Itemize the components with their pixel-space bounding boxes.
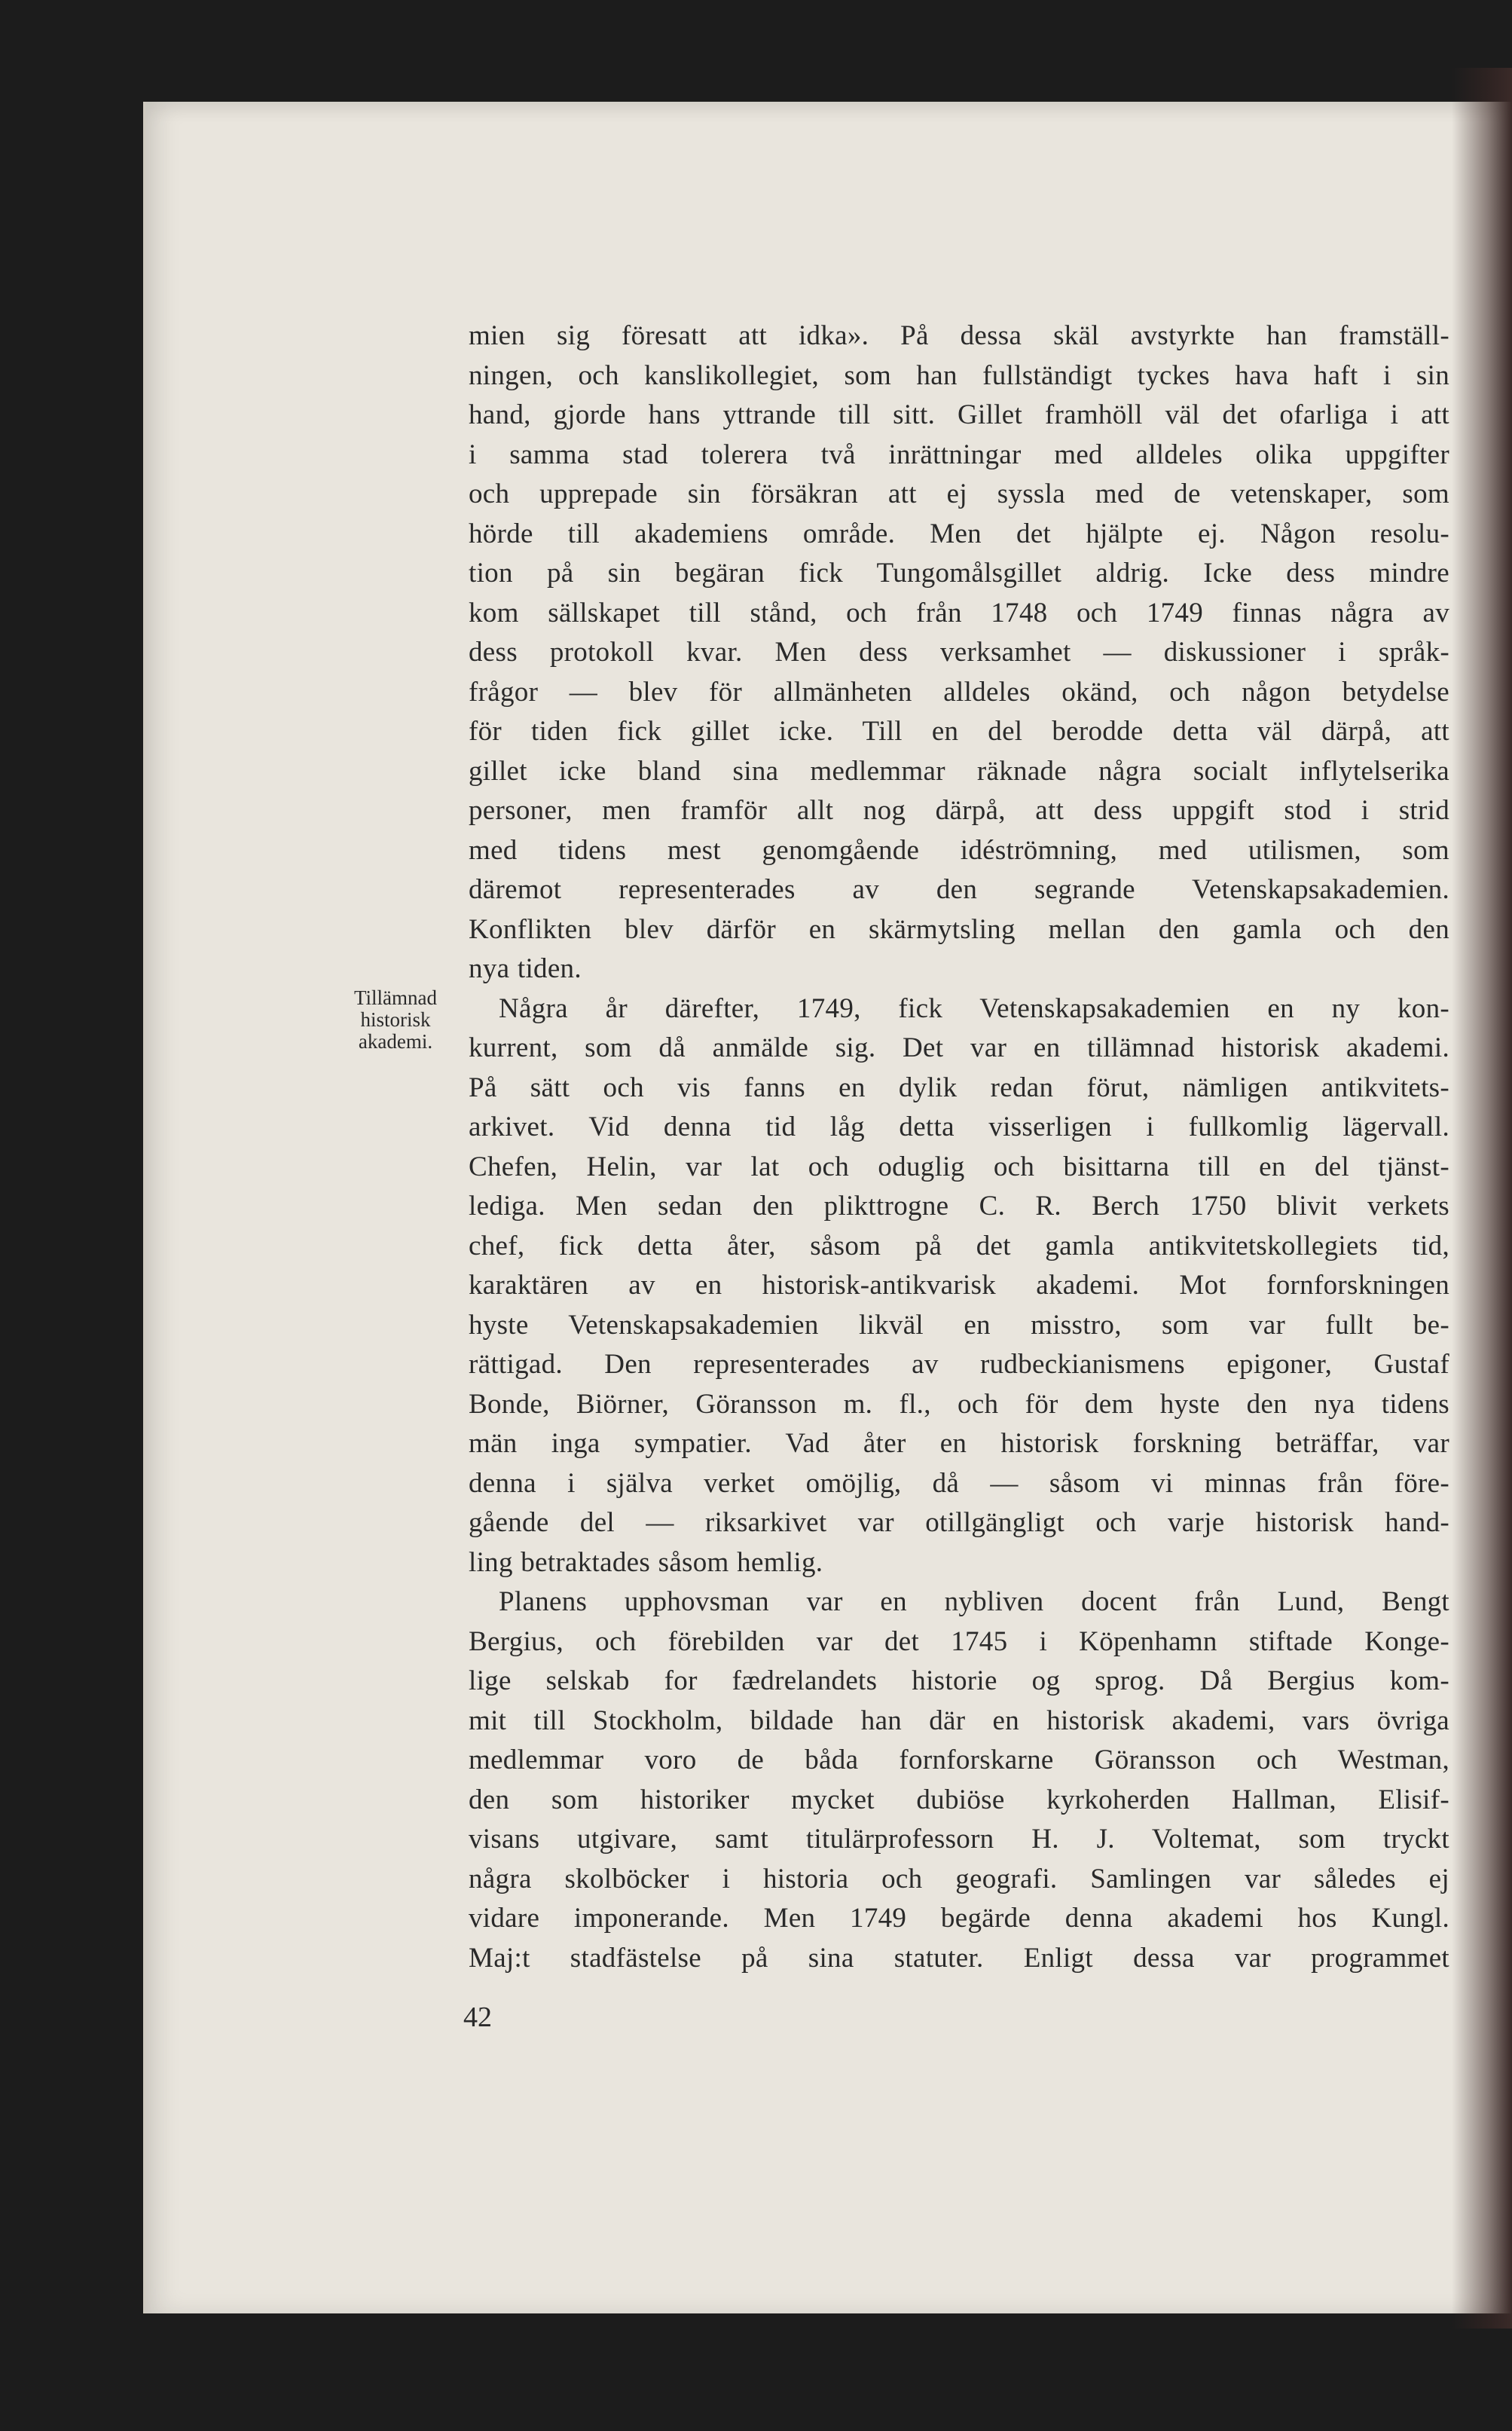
margin-note-line: akademi.	[358, 1030, 433, 1053]
text-line: hörde till akademiens område. Men det hjälpte ej. Någon resolu-	[469, 518, 1449, 549]
text-line: och upprepade sin försäkran att ej syssla med de vetenskaper, som	[469, 479, 1449, 509]
text-line: ling betraktades såsom hemlig.	[469, 1546, 823, 1578]
text-line: gående del — riksarkivet var otillgängligt och varje historisk hand-	[469, 1507, 1449, 1538]
text-line: i samma stad tolerera två inrättningar med alldeles olika uppgifter	[469, 439, 1449, 470]
text-line: kurrent, som då anmälde sig. Det var en tillämnad historisk akademi.	[469, 1032, 1449, 1063]
text-line: Chefen, Helin, var lat och oduglig och bisittarna till en del tjänst-	[469, 1151, 1449, 1182]
text-line: chef, fick detta åter, såsom på det gamla antikvitetskollegiets tid,	[469, 1230, 1449, 1261]
text-line: Konflikten blev därför en skärmytsling mellan den gamla och den	[469, 913, 1449, 945]
text-line: män inga sympatier. Vad åter en historisk forskning beträffar, var	[469, 1428, 1449, 1459]
text-line: tion på sin begäran fick Tungomålsgillet aldrig. Icke dess mindre	[469, 558, 1449, 589]
text-line: Bergius, och förebilden var det 1745 i Köpenhamn stiftade Konge-	[469, 1625, 1449, 1657]
text-line: visans utgivare, samt titulärprofessorn H. J. Voltemat, som tryckt	[469, 1824, 1449, 1855]
text-line: denna i själva verket omöjlig, då — såsom vi minnas från före-	[469, 1467, 1449, 1499]
text-line: hand, gjorde hans yttrande till sitt. Gillet framhöll väl det ofarliga i att	[469, 399, 1449, 430]
paragraph-start-line: Planens upphovsman var en nybliven docent från Lund, Bengt	[499, 1586, 1449, 1617]
text-line: ningen, och kanslikollegiet, som han fullständigt tyckes hava haft i sin	[469, 359, 1449, 391]
margin-note	[335, 987, 456, 1053]
paragraph-start-line: Några år därefter, 1749, fick Vetenskapsakademien en ny kon-	[499, 992, 1449, 1024]
margin-note-line: historisk	[360, 1008, 431, 1031]
text-line: nya tiden.	[469, 953, 582, 984]
page-number: 42	[463, 2001, 492, 2033]
text-line: gillet icke bland sina medlemmar räknade några socialt inflytelserika	[469, 755, 1449, 787]
text-line: karaktären av en historisk-antikvarisk akademi. Mot fornforskningen	[469, 1270, 1449, 1301]
text-line: däremot representerades av den segrande Vetenskapsakademien.	[469, 874, 1449, 905]
text-line: mien sig föresatt att idka». På dessa skäl avstyrkte han framställ-	[469, 320, 1449, 351]
text-line: dess protokoll kvar. Men dess verksamhet — diskussioner i språk-	[469, 637, 1449, 668]
page-edge-shadow	[1452, 68, 1512, 2329]
text-line: Bonde, Biörner, Göransson m. fl., och för dem hyste den nya tidens	[469, 1388, 1449, 1420]
margin-note-line: Tillämnad	[353, 986, 438, 1009]
text-line: personer, men framför allt nog därpå, att dess uppgift stod i strid	[469, 795, 1449, 826]
text-line: arkivet. Vid denna tid låg detta visserligen i fullkomlig lägervall.	[469, 1112, 1449, 1142]
text-line: kom sällskapet till stånd, och från 1748 och 1749 finnas några av	[469, 597, 1449, 628]
text-line: Maj:t stadfästelse på sina statuter. Enligt dessa var programmet	[469, 1942, 1449, 1974]
text-line: hyste Vetenskapsakademien likväl en misstro, som var fullt be-	[469, 1309, 1449, 1341]
text-line: för tiden fick gillet icke. Till en del berodde detta väl därpå, att	[469, 716, 1449, 747]
text-line: frågor — blev för allmänheten alldeles okänd, och någon betydelse	[469, 676, 1449, 708]
text-line: På sätt och vis fanns en dylik redan förut, nämligen antikvitets-	[469, 1072, 1449, 1103]
text-line: medlemmar voro de båda fornforskarne Göransson och Westman,	[469, 1745, 1449, 1775]
text-line: lige selskab for fædrelandets historie og sprog. Då Bergius kom-	[469, 1665, 1449, 1696]
text-line: med tidens mest genomgående idéströmning, med utilismen, som	[469, 834, 1449, 866]
text-line: mit till Stockholm, bildade han där en historisk akademi, vars övriga	[469, 1705, 1449, 1736]
body-text	[469, 316, 1449, 1978]
text-line: några skolböcker i historia och geografi. Samlingen var således ej	[469, 1863, 1449, 1894]
text-line: rättigad. Den representerades av rudbeckianismens epigoner, Gustaf	[469, 1349, 1449, 1380]
text-line: vidare imponerande. Men 1749 begärde denna akademi hos Kungl.	[469, 1903, 1449, 1934]
text-line: den som historiker mycket dubiöse kyrkoherden Hallman, Elisif-	[469, 1784, 1449, 1815]
text-line: lediga. Men sedan den plikttrogne C. R. Berch 1750 blivit verkets	[469, 1191, 1449, 1222]
